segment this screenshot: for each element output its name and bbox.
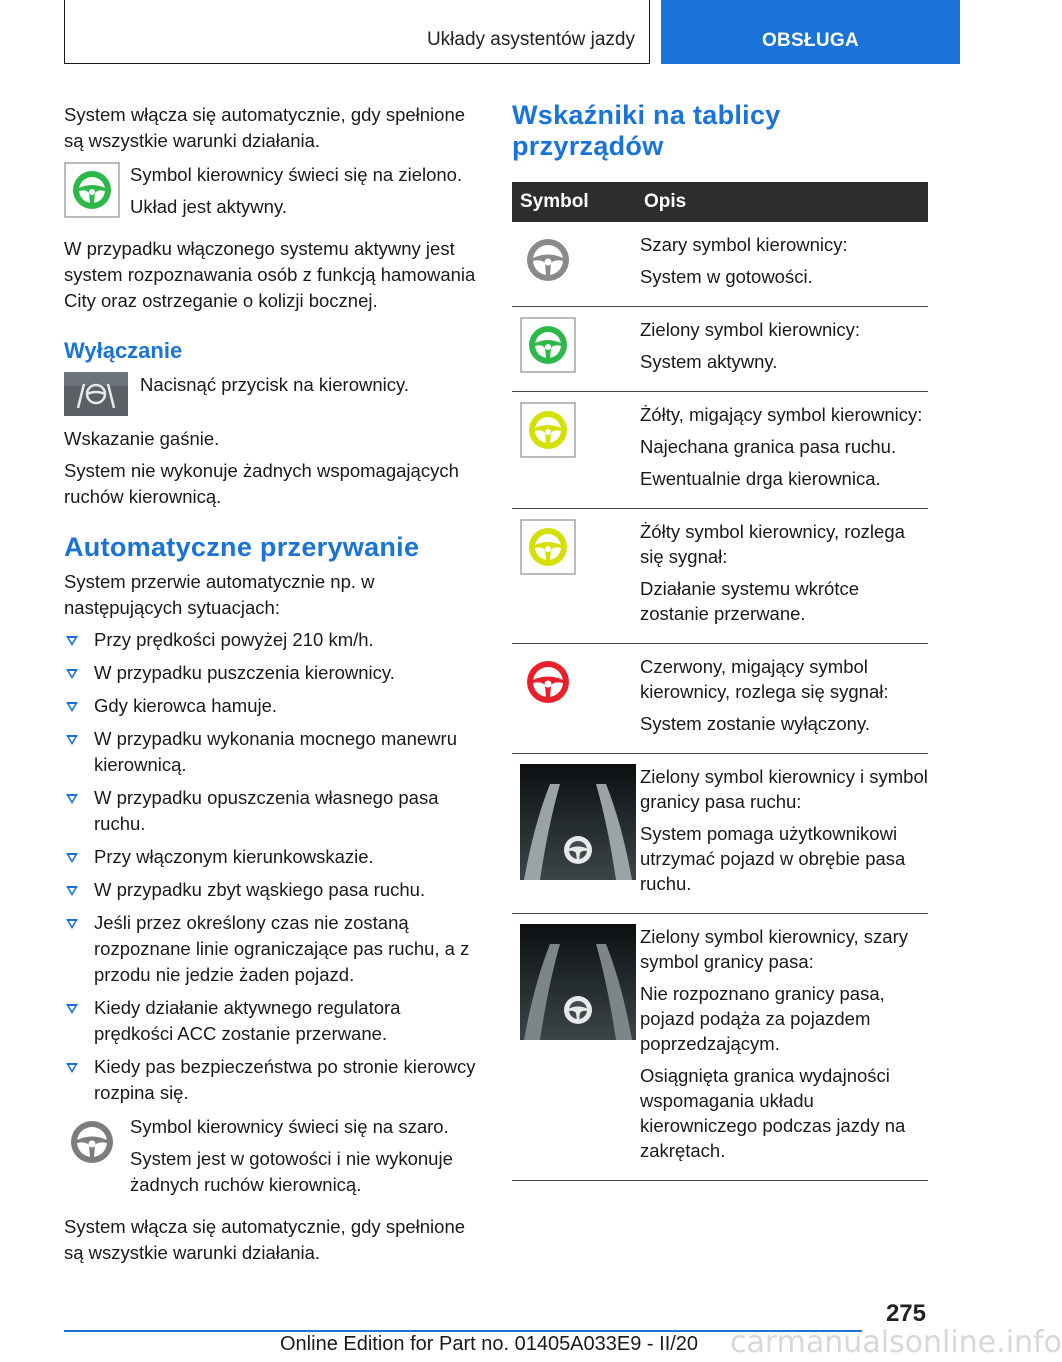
- row-line: System w gotowości.: [640, 266, 813, 287]
- bullet-triangle-icon: [66, 669, 78, 679]
- row-line: Osiągnięta granica wydajności wspomagania układu kierowniczego podczas jazdy na zakrętach.: [640, 1065, 906, 1161]
- right-column: [512, 100, 928, 1181]
- bullet-triangle-icon: [66, 636, 78, 646]
- table-row: [512, 914, 928, 1181]
- steering-wheel-grey-icon: [520, 232, 576, 288]
- row-line: System pomaga użytkownikowi utrzymać pojazd w obrębie pasa ruchu.: [640, 823, 906, 894]
- bullet-triangle-icon: [66, 886, 78, 896]
- list-item: W przypadku zbyt wąskiego pasa ruchu.: [64, 877, 480, 903]
- green-icon-text-1: Symbol kierownicy świeci się na zielono.: [130, 164, 463, 185]
- column-header-symbol: Symbol: [512, 182, 636, 222]
- bullet-triangle-icon: [66, 1004, 78, 1014]
- green-indicator-note: [64, 162, 480, 226]
- header-chapter-tab: [661, 0, 960, 64]
- steering-wheel-yellow-blinking-icon: [520, 402, 576, 458]
- steering-wheel-green-icon: [520, 317, 576, 373]
- page-number: 275: [885, 1300, 926, 1327]
- row-line: Działanie systemu wkrótce zostanie przerwane.: [640, 578, 859, 624]
- grey-icon-text-2: System jest w gotowości i nie wykonuje żadnych ruchów kierownicą.: [130, 1148, 453, 1195]
- bullet-triangle-icon: [66, 735, 78, 745]
- button-text: Nacisnąć przycisk na kierownicy.: [140, 374, 410, 395]
- grey-icon-text-1: Symbol kierownicy świeci się na szaro.: [130, 1116, 449, 1137]
- off-text-2: System nie wykonuje żadnych wspomagających ruchów kierownicą.: [64, 460, 459, 507]
- lane-display-green-icon: [520, 764, 636, 880]
- row-line: Żółty symbol kierownicy, rozlega się sygnał:: [640, 521, 905, 567]
- row-line: Zielony symbol kierownicy:: [640, 319, 861, 340]
- bullet-triangle-icon: [66, 1063, 78, 1073]
- bullet-triangle-icon: [66, 702, 78, 712]
- table-row: [512, 307, 928, 392]
- steering-assist-button-icon: [64, 372, 128, 416]
- row-line: Nie rozpoznano granicy pasa, pojazd podąża za pojazdem poprzedzającym.: [640, 983, 885, 1054]
- auto-intro-paragraph: System przerwie automatycznie np. w następujących sytuacjach:: [64, 571, 375, 618]
- header-section-title: Układy asystentów jazdy: [426, 29, 635, 50]
- steering-wheel-grey-icon: [64, 1114, 120, 1170]
- table-row: [512, 222, 928, 307]
- outro-paragraph: System włącza się automatycznie, gdy spełnione są wszystkie warunki działania.: [64, 1216, 466, 1263]
- row-line: Najechana granica pasa ruchu.: [640, 436, 897, 457]
- column-header-description: Opis: [636, 182, 928, 222]
- steering-wheel-green-icon: [64, 162, 120, 218]
- row-line: Zielony symbol kierownicy, szary symbol granicy pasa:: [640, 926, 908, 972]
- watermark: carmanualsonline.info: [730, 1325, 1062, 1360]
- list-item: Kiedy pas bezpieczeństwa po stronie kierowcy rozpina się.: [64, 1054, 480, 1106]
- table-row: [512, 392, 928, 509]
- grey-indicator-note: [64, 1114, 480, 1204]
- left-column: [64, 102, 480, 1272]
- heading-switching-off: Wyłączanie: [64, 338, 183, 363]
- row-line: System zostanie wyłączony.: [640, 713, 870, 734]
- list-item: Przy prędkości powyżej 210 km/h.: [64, 627, 480, 653]
- list-item: W przypadku puszczenia kierownicy.: [64, 660, 480, 686]
- row-line: System aktywny.: [640, 351, 778, 372]
- bullet-triangle-icon: [66, 853, 78, 863]
- bullet-triangle-icon: [66, 794, 78, 804]
- table-row: [512, 509, 928, 644]
- table-row: [512, 754, 928, 914]
- button-note: [64, 372, 480, 416]
- lane-display-grey-lanes-icon: [520, 924, 636, 1040]
- row-line: Żółty, migający symbol kierownicy:: [640, 404, 923, 425]
- row-line: Czerwony, migający symbol kierownicy, rozlega się sygnał:: [640, 656, 889, 702]
- active-system-paragraph: W przypadku włączonego systemu aktywny jest system rozpoznawania osób z funkcją hamowania City oraz ostrzeganie o kolizji bocznej.: [64, 238, 476, 311]
- heading-automatic-interruption: Automatyczne przerywanie: [64, 532, 420, 562]
- row-line: Ewentualnie drga kierownica.: [640, 468, 881, 489]
- list-item: W przypadku opuszczenia własnego pasa ruchu.: [64, 785, 480, 837]
- list-item: Jeśli przez określony czas nie zostaną rozpoznane linie ograniczające pas ruchu, a z przodu nie jedzie żaden pojazd.: [64, 910, 480, 988]
- footer-edition: Online Edition for Part no. 01405A033E9 - II/20: [280, 1333, 699, 1355]
- list-item: Gdy kierowca hamuje.: [64, 693, 480, 719]
- steering-wheel-red-icon: [520, 654, 576, 710]
- indicator-table: [512, 182, 928, 1181]
- header-section-box: [64, 0, 650, 64]
- green-icon-text-2: Układ jest aktywny.: [130, 196, 287, 217]
- list-item: Przy włączonym kierunkowskazie.: [64, 844, 480, 870]
- interruption-list: [64, 627, 480, 1106]
- table-row: [512, 644, 928, 754]
- off-text-1: Wskazanie gaśnie.: [64, 428, 220, 449]
- list-item: W przypadku wykonania mocnego manewru kierownicą.: [64, 726, 480, 778]
- bullet-triangle-icon: [66, 919, 78, 929]
- intro-paragraph: System włącza się automatycznie, gdy spełnione są wszystkie warunki działania.: [64, 104, 466, 151]
- list-item: Kiedy działanie aktywnego regulatora prędkości ACC zostanie przerwane.: [64, 995, 480, 1047]
- heading-indicators: Wskaźniki na tablicy przyrządów: [512, 100, 781, 161]
- header-chapter-label: OBSŁUGA: [761, 30, 860, 51]
- row-line: Szary symbol kierownicy:: [640, 234, 848, 255]
- steering-wheel-yellow-icon: [520, 519, 576, 575]
- row-line: Zielony symbol kierownicy i symbol granicy pasa ruchu:: [640, 766, 928, 812]
